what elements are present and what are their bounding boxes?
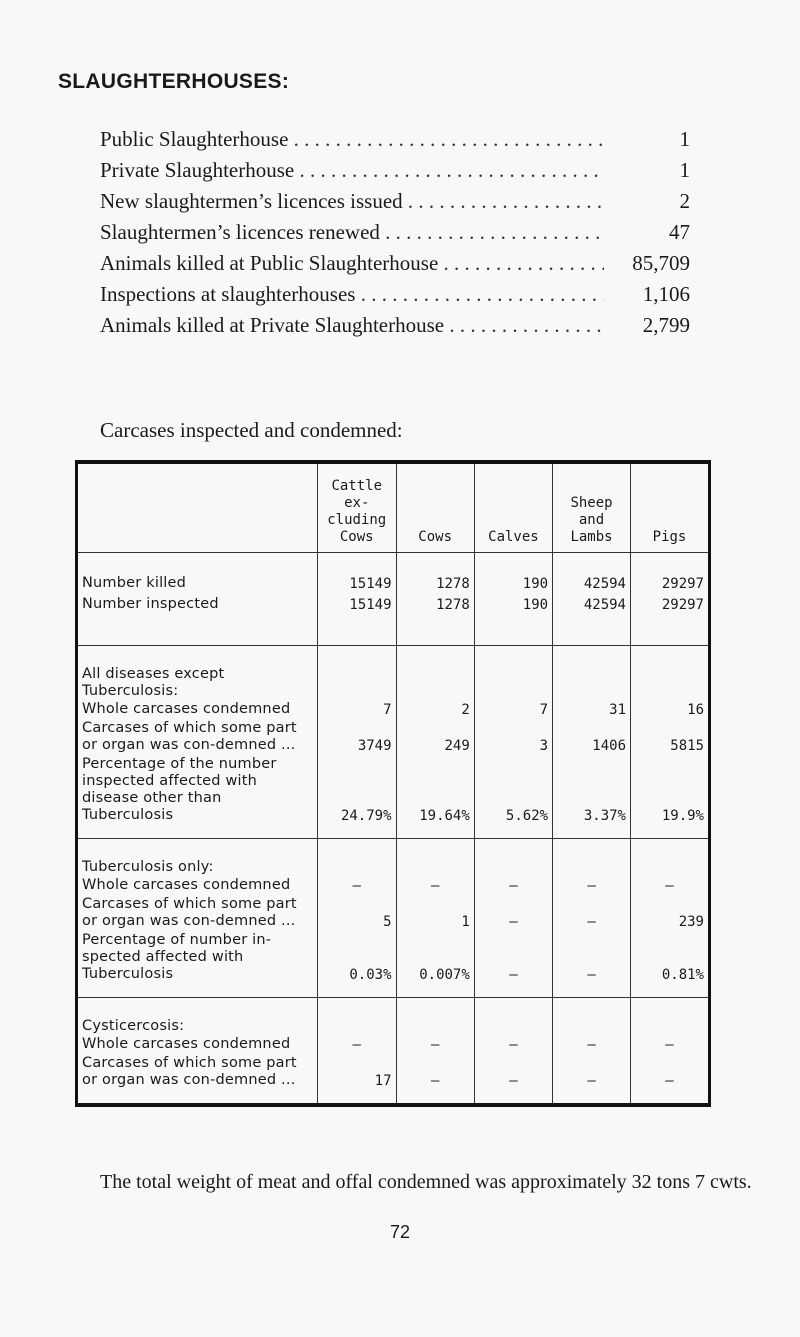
cell-value: 0.03% <box>317 931 396 998</box>
cell-value: — <box>396 1035 474 1054</box>
section-title: All diseases except Tuberculosis: <box>82 666 225 699</box>
cell-value: — <box>631 1035 710 1054</box>
cell-empty <box>474 839 552 877</box>
cell-empty <box>396 998 474 1036</box>
row-label: Number killed <box>82 575 187 591</box>
column-header-line: ex- <box>344 495 370 511</box>
column-header-line: Calves <box>488 529 539 545</box>
column-header-line: Lambs <box>570 529 613 545</box>
table-subheading: Carcases inspected and condemned: <box>100 418 403 442</box>
table-row <box>77 931 710 998</box>
cell-value: — <box>317 1035 396 1054</box>
column-header <box>553 462 631 553</box>
cell-value: — <box>631 1054 710 1105</box>
cell-value: 24.79% <box>317 755 396 839</box>
cell-value: 15149 <box>317 553 396 595</box>
row-label: Whole carcases condemned <box>82 1036 291 1052</box>
cell-value: — <box>553 1035 631 1054</box>
cell-empty <box>553 839 631 877</box>
cell-value: 31 <box>553 700 631 719</box>
cell-empty <box>317 839 396 877</box>
cell-value: — <box>553 931 631 998</box>
footer-note: The total weight of meat and offal condemned was approximately 32 tons 7 cwts. <box>100 1171 752 1193</box>
cell-empty <box>553 646 631 701</box>
header-blank-cell <box>77 462 318 553</box>
summary-row: Public Slaughterhouse . . . 1 <box>100 124 690 155</box>
summary-row: Private Slaughterhouse . . . 1 <box>100 155 690 186</box>
cell-value: 3749 <box>317 719 396 755</box>
cell-value: 1 <box>396 895 474 931</box>
row-label: Carcases of which some part or organ was con-demned ... <box>82 1055 297 1088</box>
cell-value: 7 <box>474 700 552 719</box>
carcases-table <box>75 460 711 1107</box>
cell-value: — <box>474 876 552 895</box>
cell-value: 5.62% <box>474 755 552 839</box>
cell-value: — <box>631 876 710 895</box>
column-header-line: cluding <box>327 512 387 528</box>
cell-value: 42594 <box>553 553 631 595</box>
row-label: Percentage of number in-spected affected with Tuberculosis <box>77 931 318 998</box>
cell-value: — <box>474 931 552 998</box>
cell-value: 2 <box>396 700 474 719</box>
cell-value: 19.64% <box>396 755 474 839</box>
cell-value: 0.007% <box>396 931 474 998</box>
section-title-row <box>77 839 710 877</box>
cell-value: 1406 <box>553 719 631 755</box>
table-row <box>77 700 710 719</box>
row-label: Percentage of the number inspected affected with disease other than Tuberculosis <box>77 755 318 839</box>
cell-empty <box>631 998 710 1036</box>
cell-value: 7 <box>317 700 396 719</box>
column-header-line: Cows <box>418 529 453 545</box>
cell-value: 239 <box>631 895 710 931</box>
summary-row: New slaughtermen’s licences issued . . . 2 <box>100 186 690 217</box>
column-header-line: Sheep <box>570 495 613 511</box>
cell-value: 3 <box>474 719 552 755</box>
cell-value: — <box>396 1054 474 1105</box>
column-header-line: and <box>578 512 605 528</box>
cell-value: — <box>474 895 552 931</box>
cell-value: — <box>553 876 631 895</box>
row-label: Carcases of which some part or organ was con-demned ... <box>82 896 297 929</box>
table-row <box>77 1054 710 1105</box>
column-header <box>474 462 552 553</box>
table-row <box>77 719 710 755</box>
cell-value: 29297 <box>631 553 710 595</box>
cell-value: — <box>553 895 631 931</box>
slaughterhouse-summary <box>100 124 690 341</box>
cell-value: — <box>553 1054 631 1105</box>
page-heading: SLAUGHTERHOUSES: <box>58 70 290 93</box>
cell-empty <box>631 839 710 877</box>
section-title: Tuberculosis only: <box>82 859 214 875</box>
cell-value: 1278 <box>396 594 474 646</box>
cell-value: — <box>396 876 474 895</box>
page-number: 72 <box>389 1222 411 1242</box>
cell-value: 190 <box>474 553 552 595</box>
cell-value: 17 <box>317 1054 396 1105</box>
cell-empty <box>474 646 552 701</box>
table-row <box>77 895 710 931</box>
cell-value: — <box>474 1054 552 1105</box>
cell-empty <box>317 998 396 1036</box>
cell-value: — <box>317 876 396 895</box>
column-header <box>631 462 710 553</box>
table-header-row <box>77 462 710 553</box>
row-label: Number inspected <box>77 594 318 646</box>
cell-value: 5815 <box>631 719 710 755</box>
section-title-row <box>77 646 710 701</box>
section-title: Cysticercosis: <box>82 1018 185 1034</box>
column-header <box>396 462 474 553</box>
cell-empty <box>396 839 474 877</box>
cell-value: 190 <box>474 594 552 646</box>
cell-value: 249 <box>396 719 474 755</box>
cell-value: 16 <box>631 700 710 719</box>
table-row <box>77 755 710 839</box>
column-header-line: Cattle <box>331 478 383 494</box>
table-row <box>77 553 710 595</box>
cell-value: 19.9% <box>631 755 710 839</box>
summary-row: Inspections at slaughterhouses . . . 1,106 <box>100 279 690 310</box>
cell-empty <box>317 646 396 701</box>
table-row <box>77 594 710 646</box>
row-label: Whole carcases condemned <box>82 877 291 893</box>
summary-row: Animals killed at Private Slaughterhouse . . . 2,799 <box>100 310 690 341</box>
cell-value: 5 <box>317 895 396 931</box>
cell-value: — <box>474 1035 552 1054</box>
cell-value: 1278 <box>396 553 474 595</box>
table-row <box>77 876 710 895</box>
cell-empty <box>396 646 474 701</box>
cell-empty <box>553 998 631 1036</box>
cell-value: 29297 <box>631 594 710 646</box>
cell-value: 0.81% <box>631 931 710 998</box>
cell-value: 15149 <box>317 594 396 646</box>
column-header-line: Pigs <box>652 529 687 545</box>
row-label: Carcases of which some part or organ was con-demned ... <box>82 720 297 753</box>
row-label: Whole carcases condemned <box>82 701 291 717</box>
cell-empty <box>474 998 552 1036</box>
cell-value: 3.37% <box>553 755 631 839</box>
column-header <box>317 462 396 553</box>
cell-empty <box>631 646 710 701</box>
section-title-row <box>77 998 710 1036</box>
column-header-line: Cows <box>339 529 374 545</box>
summary-row: Slaughtermen’s licences renewed . . . 47 <box>100 217 690 248</box>
summary-row: Animals killed at Public Slaughterhouse . . . 85,709 <box>100 248 690 279</box>
table-row <box>77 1035 710 1054</box>
cell-value: 42594 <box>553 594 631 646</box>
